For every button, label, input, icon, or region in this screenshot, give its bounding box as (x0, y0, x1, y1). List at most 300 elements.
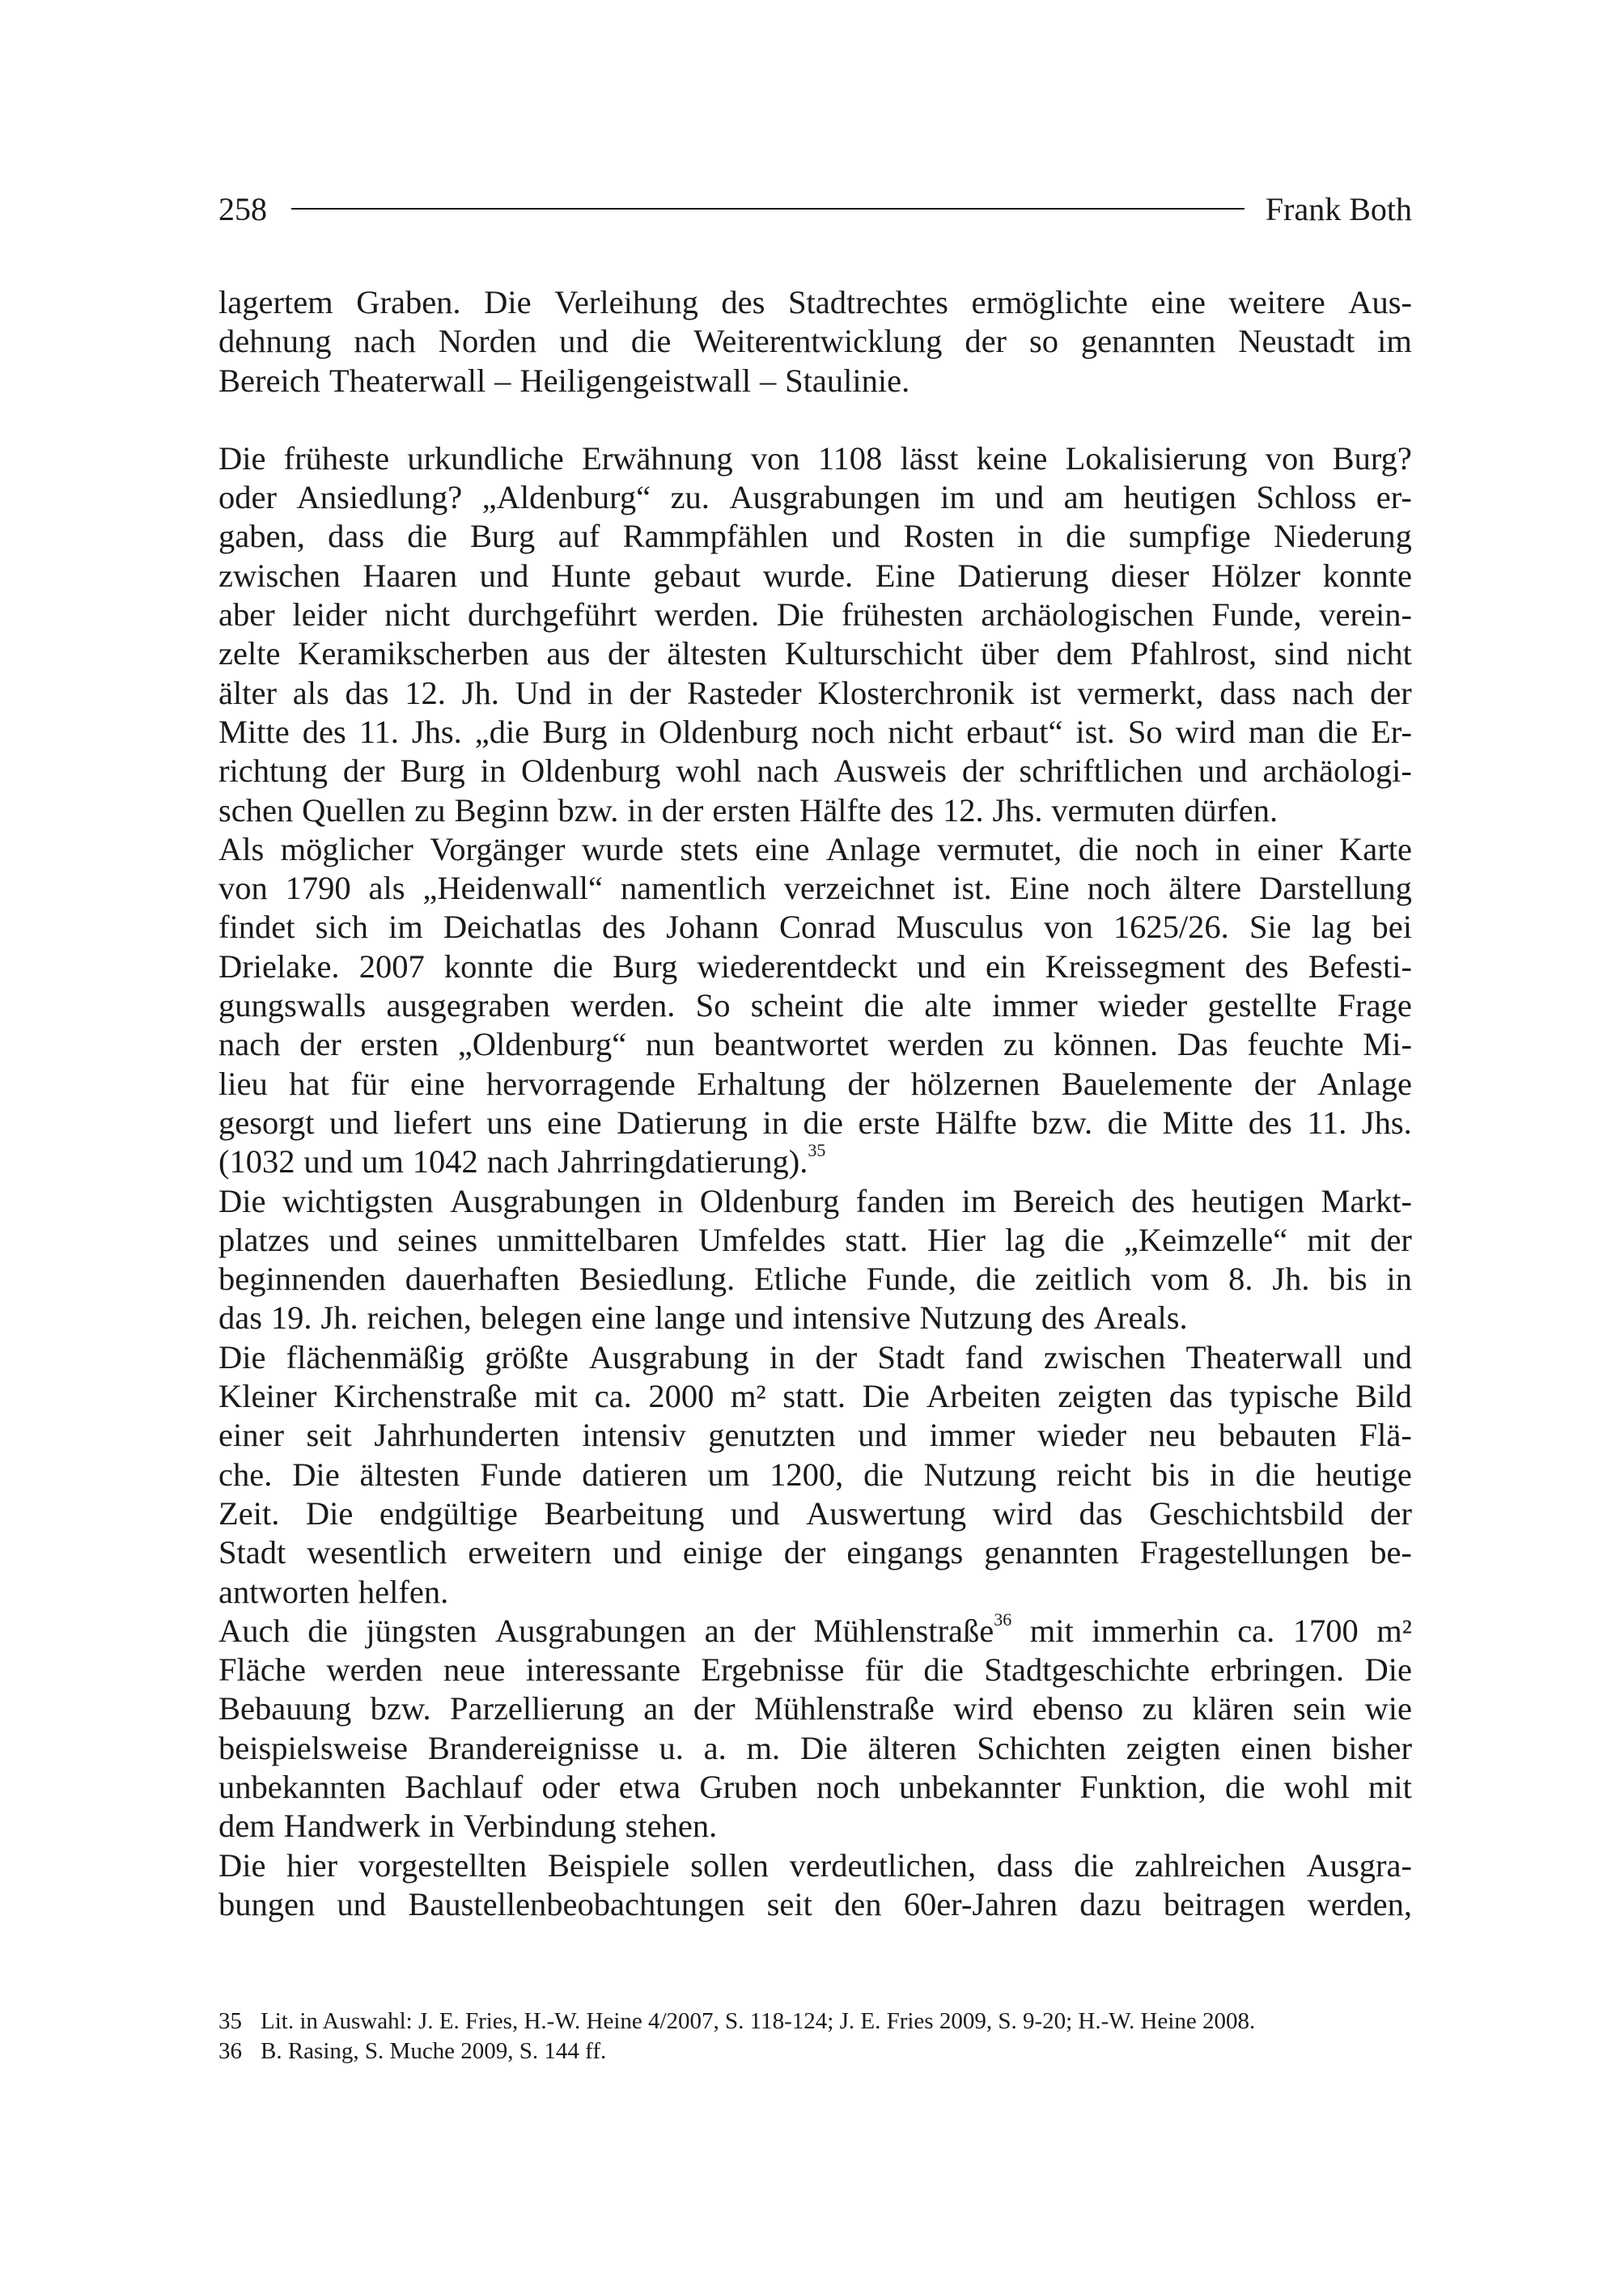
word: der (1370, 1494, 1412, 1532)
word: eine (591, 1299, 647, 1337)
footnote (218, 2037, 1412, 2066)
word: die (1078, 830, 1119, 867)
paragraph (218, 1182, 1412, 1338)
paragraph (218, 1338, 1412, 1612)
word: bis (1329, 1261, 1367, 1298)
word: von (750, 439, 800, 477)
word: dauerhaften (405, 1261, 560, 1298)
word: des (1248, 1104, 1292, 1141)
word: zu (1142, 1690, 1173, 1727)
word: nicht (888, 713, 954, 750)
word: Anlage (1317, 1065, 1412, 1102)
word: in (627, 791, 653, 829)
word: eine (547, 1104, 602, 1141)
word: 11. (358, 713, 399, 750)
word: des (1131, 1182, 1176, 1219)
word: vermuten (1051, 791, 1176, 829)
word: dürfen. (1184, 791, 1278, 829)
text-line (218, 791, 1412, 830)
word: Staulinie. (785, 362, 910, 399)
footnote-text: B. Rasing, S. Muche 2009, S. 144 ff. (261, 2038, 607, 2064)
word: u. (659, 1729, 684, 1766)
word: mit (533, 1378, 578, 1415)
word: verein- (1319, 596, 1412, 634)
word: scheint (750, 987, 844, 1024)
word: älter (218, 674, 277, 711)
word: Stadt (877, 1338, 945, 1375)
word: ebenso (1032, 1690, 1124, 1727)
word: werden (326, 1651, 423, 1689)
word: die (1074, 1846, 1114, 1884)
word: dazu (1079, 1885, 1142, 1922)
word: Karte (1339, 830, 1412, 867)
word: zelte (218, 635, 281, 672)
word: im (940, 479, 975, 516)
text-line (218, 1807, 1412, 1846)
word: möglicher (280, 830, 413, 867)
text-line (218, 517, 1412, 556)
word: Vorgänger (430, 830, 566, 867)
word: Deichatlas (443, 909, 582, 946)
word: mit (1367, 1768, 1412, 1805)
word: werden. (654, 596, 760, 634)
word: Ergebnisse (701, 1651, 845, 1689)
paragraph-gap (218, 401, 1412, 439)
text-line (218, 1689, 1412, 1728)
word: Erwähnung (581, 439, 733, 477)
word: Niederung (1273, 518, 1412, 555)
body-text (218, 283, 1412, 1924)
word: neu (1148, 1417, 1197, 1454)
word: einer (218, 1417, 284, 1454)
word: Mühlenstraße (754, 1690, 935, 1727)
word: dass (996, 1846, 1054, 1884)
word: der (629, 674, 672, 711)
word: als (292, 674, 329, 711)
word: archäologi- (1262, 752, 1412, 790)
word: Oldenburg (520, 752, 661, 790)
word: Zeit. (218, 1494, 280, 1532)
word: wohl (676, 752, 742, 790)
word: reichen, (367, 1299, 472, 1337)
word: ersten (712, 791, 791, 829)
word: wurde. (762, 557, 854, 594)
word: Die (799, 1729, 848, 1766)
word: Die (776, 596, 825, 634)
word: statt. (782, 1378, 846, 1415)
text-line (218, 1221, 1412, 1260)
word: „Oldenburg“ (457, 1026, 627, 1063)
word: Hälfte (799, 791, 882, 829)
word: aber (218, 596, 275, 634)
word: das (345, 674, 389, 711)
word: gebaut (653, 557, 741, 594)
word: und (917, 947, 966, 985)
word: belegen (480, 1299, 583, 1337)
word: beitragen (1163, 1885, 1286, 1922)
word: der (1370, 674, 1412, 711)
word: immerhin (1092, 1612, 1219, 1649)
word: die (1317, 713, 1359, 750)
footnote-ref: 36 (994, 1608, 1012, 1630)
word: erbaut“ (966, 713, 1063, 750)
word: „Heidenwall“ (422, 870, 604, 907)
text-line (218, 1182, 1412, 1221)
word: für (350, 1065, 389, 1102)
word: die (1066, 518, 1106, 555)
word: Jh. (320, 1299, 358, 1337)
word: vom (1151, 1261, 1210, 1298)
word: ersten (360, 1026, 439, 1063)
word: Burg (400, 752, 465, 790)
word: lässt (900, 439, 959, 477)
word: stets (680, 830, 739, 867)
word: zu (1003, 1026, 1035, 1063)
word: Schichten (977, 1729, 1106, 1766)
word: Pfahlrost, (1130, 635, 1257, 672)
word: m. (746, 1729, 781, 1766)
text-line (218, 439, 1412, 478)
word: Ausgrabungen (729, 479, 921, 516)
word: die (863, 987, 905, 1024)
word: dem (1056, 635, 1113, 672)
word: im (1377, 323, 1412, 360)
footnotes (218, 2007, 1412, 2066)
word: älteren (867, 1729, 957, 1766)
word: in (1017, 518, 1043, 555)
word: gestellte (1207, 987, 1317, 1024)
word: Stadtgeschichte (984, 1651, 1190, 1689)
word: 1700 (1292, 1612, 1359, 1649)
word: und (994, 479, 1045, 516)
word: vermutet, (937, 830, 1062, 867)
word: m² (731, 1378, 766, 1415)
word: endgültige (379, 1494, 518, 1532)
text-line (218, 1533, 1412, 1572)
word: eine (409, 1065, 465, 1102)
word: Handwerk (283, 1808, 421, 1845)
word: in (620, 713, 647, 750)
word: Hunte (550, 557, 631, 594)
word: zu. (670, 479, 710, 516)
word: che. (218, 1456, 273, 1493)
word: wichtigsten (282, 1182, 434, 1219)
word: Die (218, 439, 266, 477)
word: Eine (875, 557, 935, 594)
word: Kirchenstraße (333, 1378, 518, 1415)
word: des (302, 713, 346, 750)
word: leider (292, 596, 367, 634)
word: hölzernen (910, 1065, 1041, 1102)
word: ein (985, 947, 1026, 985)
word: intensive (792, 1299, 911, 1337)
word: auf (558, 518, 600, 555)
word: den (834, 1885, 882, 1922)
word: immer (929, 1417, 1016, 1454)
word: Oldenburg (699, 1182, 840, 1219)
word: Funde, (1211, 596, 1302, 634)
word: das (1079, 1494, 1123, 1532)
word: des (1041, 1299, 1085, 1337)
word: „Aldenburg“ (481, 479, 651, 516)
word: nach (1291, 674, 1355, 711)
word: richtung (218, 752, 328, 790)
running-head-author: Frank Both (1265, 190, 1412, 227)
word: des (890, 791, 935, 829)
text-line (218, 830, 1412, 869)
word: seit (766, 1885, 812, 1922)
text-line (218, 634, 1412, 673)
word: von (1265, 439, 1315, 477)
header-rule (291, 208, 1245, 210)
text-line (218, 752, 1412, 790)
word: in (1386, 1261, 1412, 1298)
word: Die (218, 1846, 266, 1884)
word: bungen (218, 1885, 316, 1922)
word: der (342, 752, 385, 790)
word: genannten (984, 1534, 1119, 1571)
word: Aus- (1348, 284, 1412, 320)
word: Burg (470, 518, 536, 555)
word: lag (1004, 1221, 1045, 1258)
word: flächenmäßig (286, 1338, 465, 1375)
text-line (218, 362, 1412, 401)
word: Jhs. (992, 791, 1043, 829)
word: mit (1029, 1612, 1074, 1649)
word: zeitlich (1035, 1261, 1132, 1298)
word: Oldenburg (659, 713, 799, 750)
word: ältere (1168, 870, 1242, 907)
word: Funde (480, 1456, 562, 1493)
word: Ausgra- (1306, 1846, 1412, 1884)
text-line (218, 283, 1412, 322)
word: Jh. (461, 674, 499, 711)
word: Stadt (218, 1534, 286, 1571)
word: zeigten (1058, 1378, 1153, 1415)
word: im (388, 909, 423, 946)
word: für (864, 1651, 903, 1689)
word: das (1168, 1378, 1213, 1415)
word: das (218, 1299, 262, 1337)
word: platzes (218, 1221, 310, 1258)
word: und (1198, 752, 1248, 790)
word: um (707, 1456, 750, 1493)
word: Auch (218, 1612, 290, 1649)
word: bei (1372, 909, 1412, 946)
word: fanden (855, 1182, 945, 1219)
word: wohl (1283, 1768, 1350, 1805)
word: 1790 (285, 870, 351, 907)
word: die (803, 1104, 844, 1141)
word: unbekannter (898, 1768, 1062, 1805)
word: Hölzer (1211, 557, 1301, 594)
word: wieder (1037, 1417, 1127, 1454)
paragraph (218, 283, 1412, 401)
footnote (218, 2007, 1412, 2037)
word: 60er-Jahren (903, 1885, 1058, 1922)
word: noch (1134, 830, 1199, 867)
word: keine (976, 439, 1048, 477)
word: Darstellung (1258, 870, 1412, 907)
word: in (769, 1338, 795, 1375)
footnote-number: 36 (218, 2038, 242, 2064)
word: hier (286, 1846, 338, 1884)
word: verdeutlichen, (789, 1846, 977, 1884)
text-line (218, 1846, 1412, 1885)
word: Kulturschicht (784, 635, 964, 672)
word: nach (354, 323, 416, 360)
word: Norden (438, 323, 537, 360)
word: Umfeldes (698, 1221, 826, 1258)
word: in (1215, 830, 1241, 867)
word: Neustadt (1238, 323, 1355, 360)
word: noch (1087, 870, 1151, 907)
word: zeigten (1126, 1729, 1221, 1766)
word: bzw. (370, 1690, 431, 1727)
word: Datierung (617, 1104, 748, 1141)
word: gaben, (218, 518, 305, 555)
word: frühesten (841, 596, 964, 634)
word: er- (1376, 479, 1412, 516)
word: alte (924, 987, 972, 1024)
word: nach (757, 752, 819, 790)
word: So (1127, 713, 1163, 750)
text-line (218, 947, 1412, 986)
paragraph (218, 830, 1412, 1182)
word: ist (1030, 674, 1062, 711)
text-line (218, 1729, 1412, 1768)
word: eine (1151, 284, 1206, 320)
word: nicht (1346, 635, 1412, 672)
word: Mi- (1363, 1026, 1412, 1063)
text-line (218, 1025, 1412, 1064)
word: und (337, 1885, 387, 1922)
word: Eine (1009, 870, 1070, 907)
word: Erhaltung (697, 1065, 827, 1102)
word: – (759, 362, 777, 399)
word-with-ref (813, 1608, 1012, 1651)
word: 8. (1228, 1261, 1253, 1298)
word: Er- (1371, 713, 1412, 750)
word: Mühlenstraße (813, 1612, 994, 1649)
word: eine (754, 830, 810, 867)
word: sein (1292, 1690, 1346, 1727)
word: Die (218, 1338, 266, 1375)
word: ermöglichte (971, 284, 1128, 320)
word: mit (1307, 1221, 1351, 1258)
word: wird (992, 1494, 1053, 1532)
word: So (695, 987, 731, 1024)
word: – (494, 362, 511, 399)
word: Die (305, 1494, 354, 1532)
word: 1625/26. (1113, 909, 1229, 946)
word: beispielsweise (218, 1729, 408, 1766)
word: Rasteder (686, 674, 802, 711)
word: eingangs (846, 1534, 964, 1571)
word: liefert (393, 1104, 472, 1141)
page-number: 258 (218, 190, 267, 227)
word: der (965, 323, 1007, 360)
word: konnte (443, 947, 534, 985)
word: 2007 (358, 947, 425, 985)
word: Stadtrechtes (787, 284, 948, 320)
word: der (753, 1612, 796, 1649)
word: Keramikscherben (298, 635, 529, 672)
word: seines (397, 1221, 478, 1258)
word: die (1107, 1104, 1148, 1141)
word: verzeichnet (783, 870, 935, 907)
word: die (923, 1651, 964, 1689)
word: 19. (270, 1299, 312, 1337)
word: und (303, 1143, 354, 1180)
text-line (218, 322, 1412, 361)
word: nicht (384, 596, 451, 634)
word: Bereich (1012, 1182, 1115, 1219)
text-line (218, 1573, 1412, 1612)
word: Die (218, 1182, 266, 1219)
word: der (693, 1690, 736, 1727)
word: der (847, 1065, 890, 1102)
footnote-text: Lit. in Auswahl: J. E. Fries, H.-W. Heine 4/2007, S. 118-124; J. E. Fries 2009, S. 9-20; H.-W. Heine 2008. (261, 2008, 1256, 2034)
word: a. (703, 1729, 727, 1766)
word: hervorragende (486, 1065, 676, 1102)
word: m² (1376, 1612, 1412, 1649)
word: Geschichtsbild (1148, 1494, 1344, 1532)
word: nach (218, 1026, 281, 1063)
word: die (975, 1261, 1016, 1298)
word: sollen (690, 1846, 769, 1884)
word: so (1028, 323, 1058, 360)
word: noch (811, 713, 876, 750)
word: Conrad (779, 909, 876, 946)
word: im (961, 1182, 997, 1219)
word: und (479, 557, 529, 594)
word: einen (1240, 1729, 1312, 1766)
word: Befesti- (1308, 947, 1412, 985)
word: Fragestellungen (1139, 1534, 1350, 1571)
word: nun (645, 1026, 695, 1063)
word: statt. (845, 1221, 909, 1258)
word: feuchte (1247, 1026, 1344, 1063)
word: stehen. (625, 1808, 718, 1845)
word: von (1044, 909, 1093, 946)
word: in (1209, 1456, 1236, 1493)
text-line (218, 1299, 1412, 1337)
word: noch (816, 1768, 880, 1805)
word: wird (1175, 713, 1236, 750)
word: nach (486, 1143, 549, 1180)
word: vermerkt, (1077, 674, 1204, 711)
word: Hälfte (935, 1104, 1017, 1141)
paragraph (218, 1608, 1412, 1846)
text-line (218, 908, 1412, 947)
word: und (734, 1299, 784, 1337)
paragraph (218, 1846, 1412, 1925)
word: etwa (618, 1768, 681, 1805)
word: in (657, 1182, 684, 1219)
word: Burg (542, 713, 608, 750)
word: dass (328, 518, 384, 555)
word: wiederentdeckt (697, 947, 897, 985)
word: genutzten (708, 1417, 836, 1454)
word: Kleiner (218, 1378, 317, 1415)
word: Datierung (957, 557, 1089, 594)
word: erbringen. (1210, 1651, 1345, 1689)
word: bzw. (558, 791, 619, 829)
text-line (218, 557, 1412, 596)
word: intensiv (582, 1417, 686, 1454)
word: Die (292, 1456, 340, 1493)
